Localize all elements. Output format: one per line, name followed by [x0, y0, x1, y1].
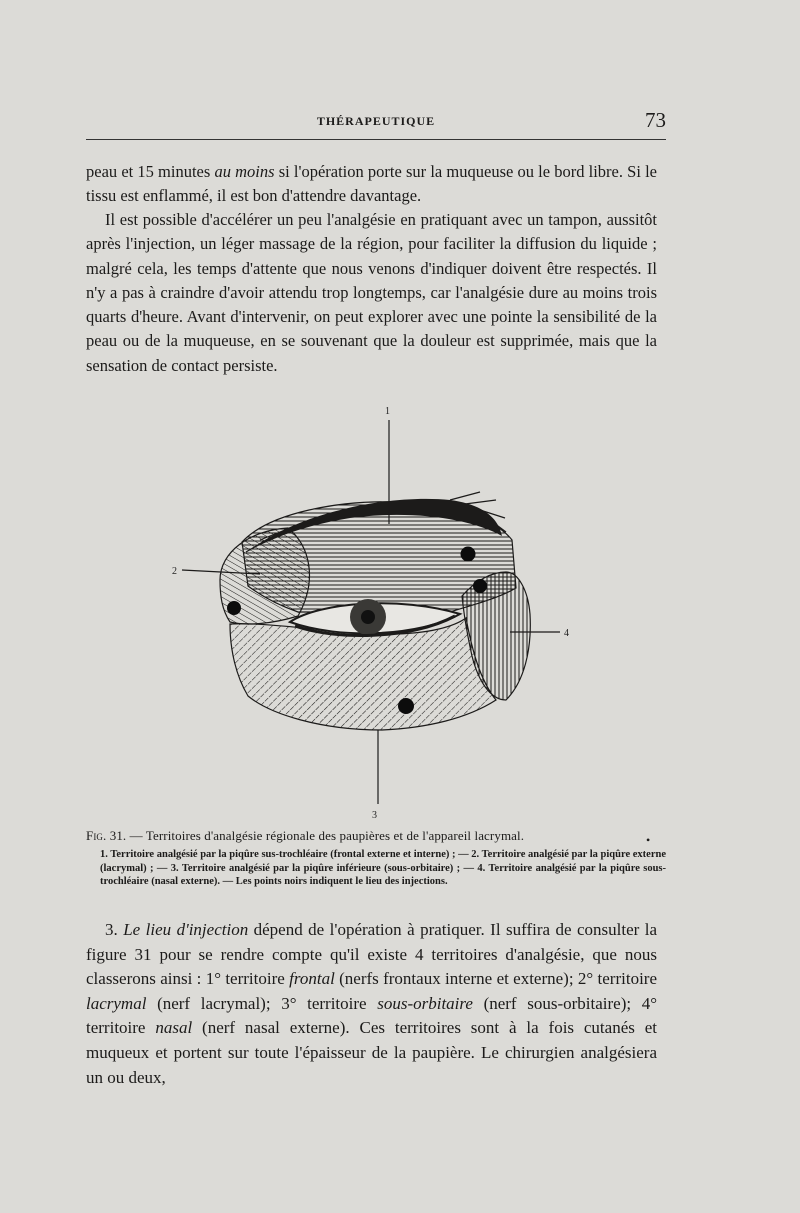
injection-point-nasal — [473, 579, 487, 593]
running-head: THÉRAPEUTIQUE — [316, 114, 436, 128]
paragraph-3-emphasis-4: sous-orbitaire — [377, 993, 473, 1013]
figure-label-1: 1 — [385, 406, 390, 417]
caption-title-text: — Territoires d'analgésie régionale des paupières et de l'appareil lacrymal. — [126, 828, 525, 843]
figure-caption — [86, 827, 666, 889]
paragraph-1 — [86, 160, 657, 209]
pupil — [361, 610, 375, 624]
paragraph-3-text-d: (nerf lacrymal); 3° territoire — [146, 993, 378, 1013]
caption-mark: • — [646, 833, 651, 847]
page-number: 73 — [645, 108, 666, 132]
figure-label-2: 2 — [172, 566, 177, 577]
paragraph-1-text-a: peau et 15 minutes — [86, 162, 215, 181]
header-rule — [86, 139, 666, 140]
injection-point-sous-orbitaire — [398, 698, 414, 714]
paragraph-3-text-b: dépend de l'opération à pratiquer. Il suffira de consulter la figure 31 pour se rendre compte qu'il existe 4 territoires d'analgésie, que nous classerons ainsi : 1° territoire — [86, 920, 658, 989]
paragraph-3-text-c: (nerfs frontaux interne et externe); 2° territoire — [334, 969, 658, 989]
paragraph-3-emphasis-1: Le lieu d'injection — [123, 920, 249, 939]
paragraph-3 — [86, 918, 657, 1090]
caption-figure-label: Fig. 31. — [86, 828, 127, 843]
paragraph-3-text-f: (nerf nasal externe). Ces territoires sont à la fois cutanés et muqueux et portent sur toute l'épaisseur de la paupière. Le chirurgien analgésiera un ou deux, — [86, 1018, 657, 1087]
paragraph-3-text-e: (nerf sous-orbitaire); 4° territoire — [86, 993, 657, 1038]
figure-label-4: 4 — [564, 628, 569, 639]
caption-title — [86, 827, 666, 844]
paragraph-3-emphasis-5: nasal — [155, 1018, 193, 1038]
paragraph-1-text-b: si l'opération porte sur la muqueuse ou le bord libre. Si le tissu est enflammé, il est bon d'attendre davantage. — [86, 162, 657, 206]
paragraph-3-emphasis-3: lacrymal — [86, 993, 147, 1013]
page-header — [86, 108, 666, 134]
paragraph-3-emphasis-2: frontal — [289, 969, 335, 989]
figure-label-3: 3 — [372, 810, 377, 821]
injection-point-lacrymal — [227, 601, 241, 615]
figure-31-eyelid-territories — [150, 400, 620, 825]
paragraph-1-emphasis: au moins — [214, 162, 275, 181]
caption-legend: 1. Territoire analgésié par la piqûre sus-trochléaire (frontal externe et interne) ; — 2. Territoire analgésié par la piqûre externe (lacrymal) ; — 3. Territoire analgésié par la piqûre inférieure (sous-orbitaire) ; — 4. Territoire analgésié par la piqûre sous-trochléaire (nasal externe). — Les points noirs indiquent le lieu des injections. — [100, 849, 666, 888]
paragraph-2: Il est possible d'accélérer un peu l'analgésie en pratiquant avec un tampon, aussitôt après l'injection, un léger massage de la région, pour faciliter la diffusion du liquide ; malgré cela, les temps d'attente que nous venons d'indiquer doivent être respectés. Il n'y a pas à craindre d'avoir attendu trop longtemps, car l'analgésie dure au moins trois quarts d'heure. Avant d'intervenir, on peut explorer avec une pointe la sensibilité de la peau ou de la muqueuse, en se souvenant que la douleur est supprimée, mais que la sensation de contact persiste. — [86, 210, 657, 375]
eyelid-diagram — [150, 400, 620, 825]
paragraph-3-text-a: 3. — [105, 920, 124, 939]
injection-point-frontal — [461, 547, 476, 562]
